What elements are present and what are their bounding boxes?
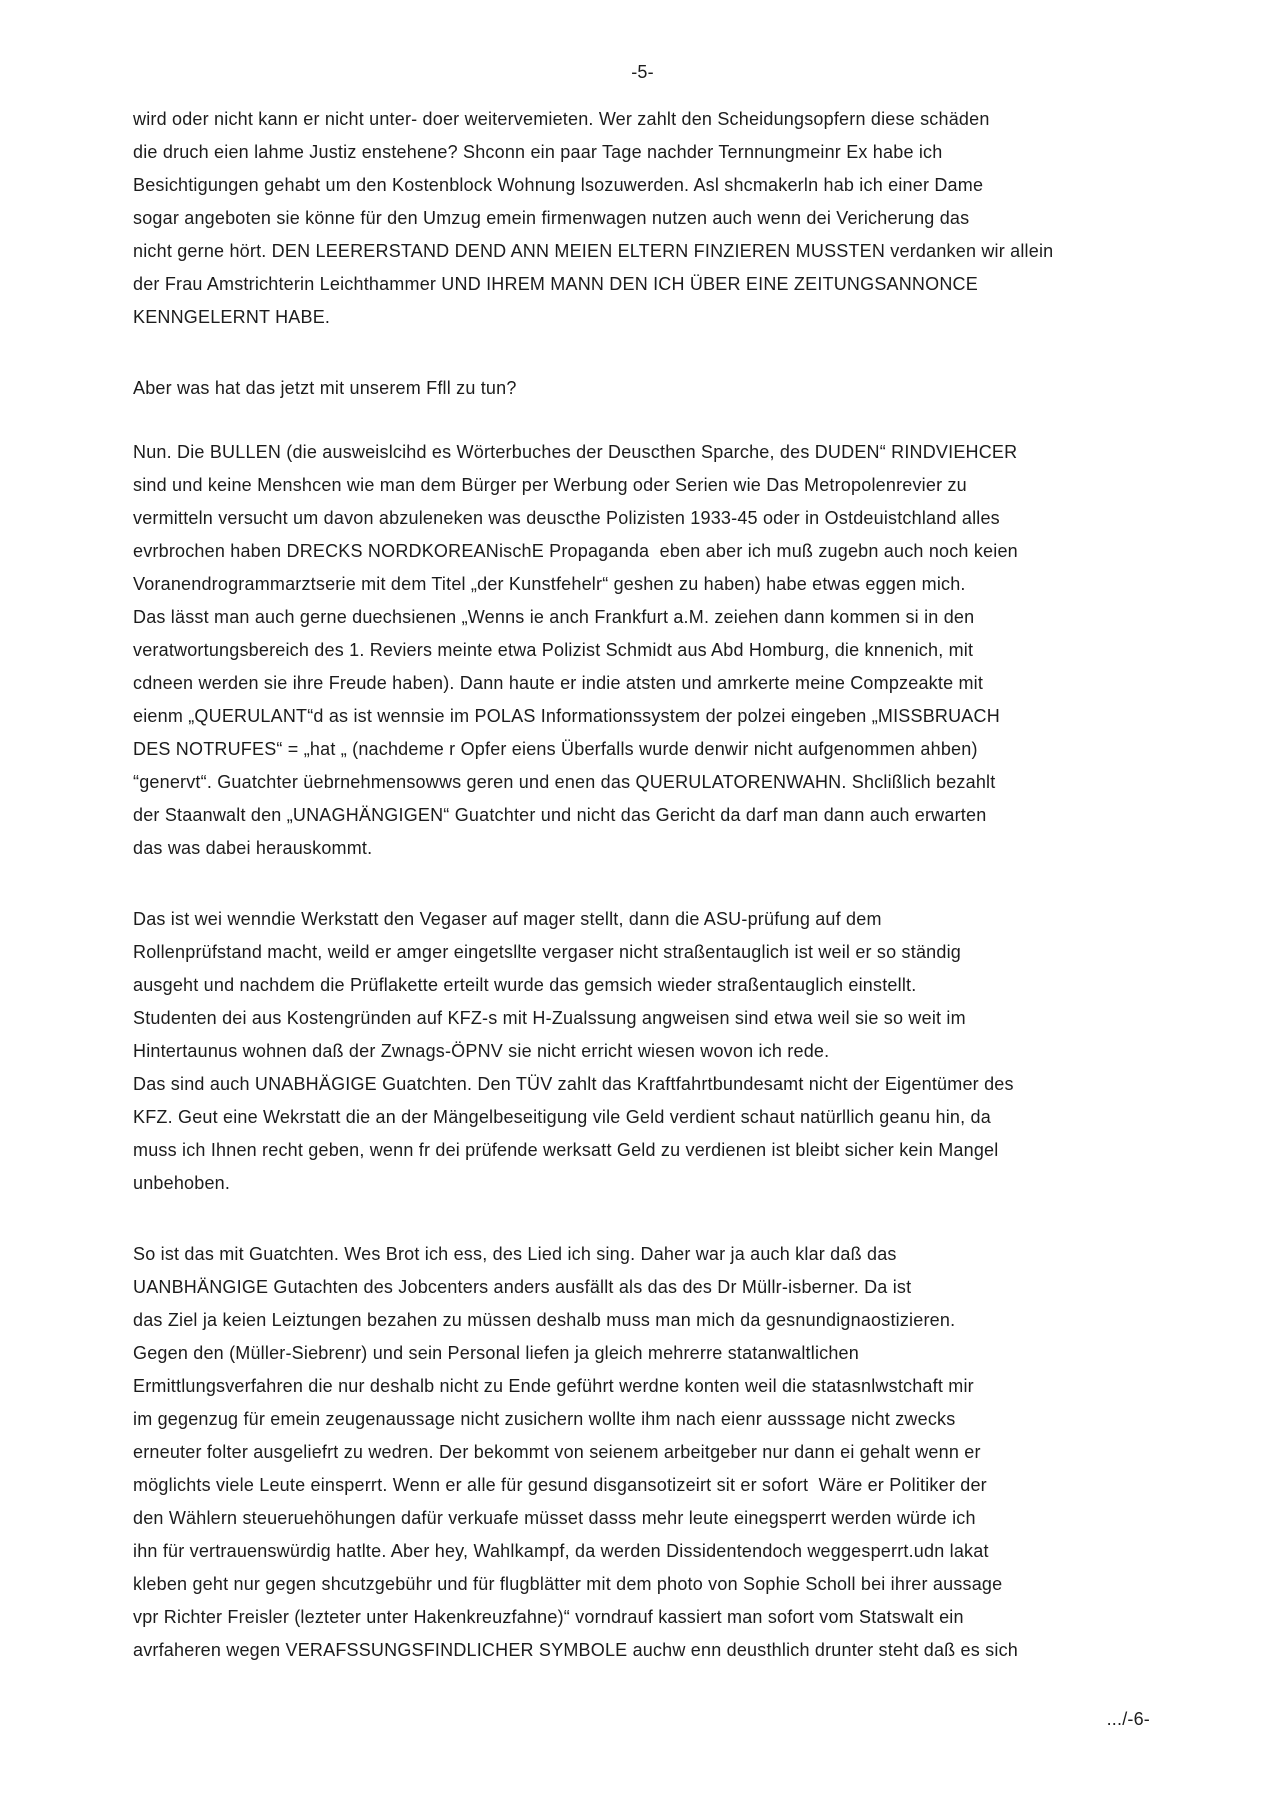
text-line: ihn für vertrauenswürdig hatlte. Aber hey, Wahlkampf, da werden Dissidentendoch weggesperrt.udn lakat (133, 1541, 989, 1561)
text-line: Das ist wei wenndie Werkstatt den Vegaser auf mager stellt, dann die ASU-prüfung auf dem (133, 909, 882, 929)
text-line: Voranendrogrammarztserie mit dem Titel „der Kunstfehelr“ geshen zu haben) habe etwas eggen mich. (133, 574, 966, 594)
text-line: Hintertaunus wohnen daß der Zwnags-ÖPNV sie nicht erricht wiesen wovon ich rede. (133, 1041, 830, 1061)
paragraph (133, 436, 1152, 865)
text-line: KFZ. Geut eine Wekrstatt die an der Mängelbeseitigung vile Geld verdient schaut natürllich geanu hin, da (133, 1107, 991, 1127)
text-line: sind und keine Menshcen wie man dem Bürger per Werbung oder Serien wie Das Metropolenrevier zu (133, 475, 967, 495)
text-line: möglichts viele Leute einsperrt. Wenn er alle für gesund disgansotizeirt sit er sofort Wäre er Politiker der (133, 1475, 987, 1495)
text-line: Besichtigungen gehabt um den Kostenblock Wohnung lsozuwerden. Asl shcmakerln hab ich einer Dame (133, 175, 984, 195)
text-line: Aber was hat das jetzt mit unserem Ffll zu tun? (133, 378, 517, 398)
text-line: wird oder nicht kann er nicht unter- doer weitervemieten. Wer zahlt den Scheidungsopfern diese schäden (133, 109, 990, 129)
text-line: im gegenzug für emein zeugenaussage nicht zusichern wollte ihm nach eienr ausssage nicht zwecks (133, 1409, 956, 1429)
text-line: das Ziel ja keien Leiztungen bezahen zu müssen deshalb muss man mich da gesnundignaostizieren. (133, 1310, 956, 1330)
text-line: Gegen den (Müller-Siebrenr) und sein Personal liefen ja gleich mehrerre statanwaltlichen (133, 1343, 859, 1363)
text-line: KENNGELERNT HABE. (133, 307, 331, 327)
text-line: nicht gerne hört. DEN LEERERSTAND DEND ANN MEIEN ELTERN FINZIEREN MUSSTEN verdanken wir allein (133, 241, 1054, 261)
text-line: DES NOTRUFES“ = „hat „ (nachdeme r Opfer eiens Überfalls wurde denwir nicht aufgenommen ahben) (133, 739, 978, 759)
text-line: erneuter folter ausgeliefrt zu wedren. Der bekommt von seienem arbeitgeber nur dann ei gehalt wenn er (133, 1442, 981, 1462)
text-line: ausgeht und nachdem die Prüflakette erteilt wurde das gemsich wieder straßentauglich einstellt. (133, 975, 917, 995)
text-line: “genervt“. Guatchter üebrnehmensowws geren und enen das QUERULATORENWAHN. Shclißlich bezahlt (133, 772, 996, 792)
paragraph (133, 103, 1152, 334)
text-line: sogar angeboten sie könne für den Umzug emein firmenwagen nutzen auch wenn dei Vericherung das (133, 208, 970, 228)
paragraph (133, 903, 1152, 1200)
text-line: Ermittlungsverfahren die nur deshalb nicht zu Ende geführt werdne konten weil die statasnlwstchaft mir (133, 1376, 974, 1396)
text-line: UANBHÄNGIGE Gutachten des Jobcenters anders ausfällt als das des Dr Müllr-isberner. Da ist (133, 1277, 912, 1297)
text-line: unbehoben. (133, 1173, 231, 1193)
text-line: den Wählern steueruehöhungen dafür verkuafe müsset dasss mehr leute einegsperrt werden würde ich (133, 1508, 976, 1528)
page-footer: .../-6- (1106, 1709, 1150, 1729)
text-line: Das lässt man auch gerne duechsienen „Wenns ie anch Frankfurt a.M. zeiehen dann kommen si in den (133, 607, 975, 627)
text-line: vpr Richter Freisler (lezteter unter Hakenkreuzfahne)“ vorndrauf kassiert man sofort vom Statswalt ein (133, 1607, 964, 1627)
text-line: eienm „QUERULANT“d as ist wennsie im POLAS Informationssystem der polzei eingeben „MISSBRUACH (133, 706, 1000, 726)
paragraph (133, 372, 1152, 405)
text-line: avrfaheren wegen VERAFSSUNGSFINDLICHER SYMBOLE auchw enn deusthlich drunter steht daß es sich (133, 1640, 1018, 1660)
text-line: die druch eien lahme Justiz enstehene? Shconn ein paar Tage nachder Ternnungmeinr Ex habe ich (133, 142, 943, 162)
text-line: vermitteln versucht um davon abzuleneken was deuscthe Polizisten 1933-45 oder in Ostdeuistchland alles (133, 508, 1000, 528)
text-line: Nun. Die BULLEN (die ausweislcihd es Wörterbuches der Deuscthen Sparche, des DUDEN“ RINDVIEHCER (133, 442, 1018, 462)
text-line: So ist das mit Guatchten. Wes Brot ich ess, des Lied ich sing. Daher war ja auch klar daß das (133, 1244, 897, 1264)
text-line: cdneen werden sie ihre Freude haben). Dann haute er indie atsten und amrkerte meine Compzeakte mit (133, 673, 984, 693)
text-line: veratwortungsbereich des 1. Reviers meinte etwa Polizist Schmidt aus Abd Homburg, die knnenich, mit (133, 640, 974, 660)
text-line: evrbrochen haben DRECKS NORDKOREANischE Propaganda eben aber ich muß zugebn auch noch keien (133, 541, 1018, 561)
page-number: -5- (631, 62, 654, 82)
text-line: der Frau Amstrichterin Leichthammer UND IHREM MANN DEN ICH ÜBER EINE ZEITUNGSANNONCE (133, 274, 978, 294)
text-line: Rollenprüfstand macht, weild er amger eingetsllte vergaser nicht straßentauglich ist weil er so ständig (133, 942, 961, 962)
text-line: muss ich Ihnen recht geben, wenn fr dei prüfende werksatt Geld zu verdienen ist bleibt sicher kein Mangel (133, 1140, 999, 1160)
text-line: das was dabei herauskommt. (133, 838, 373, 858)
text-line: Studenten dei aus Kostengründen auf KFZ-s mit H-Zualssung angweisen sind etwa weil sie so weit im (133, 1008, 966, 1028)
text-line: Das sind auch UNABHÄGIGE Guatchten. Den TÜV zahlt das Kraftfahrtbundesamt nicht der Eigentümer des (133, 1074, 1014, 1094)
text-line: kleben geht nur gegen shcutzgebühr und für flugblätter mit dem photo von Sophie Scholl bei ihrer aussage (133, 1574, 1003, 1594)
text-line: der Staanwalt den „UNAGHÄNGIGEN“ Guatchter und nicht das Gericht da darf man dann auch erwarten (133, 805, 987, 825)
paragraph (133, 1238, 1152, 1667)
document-body (133, 103, 1152, 1667)
